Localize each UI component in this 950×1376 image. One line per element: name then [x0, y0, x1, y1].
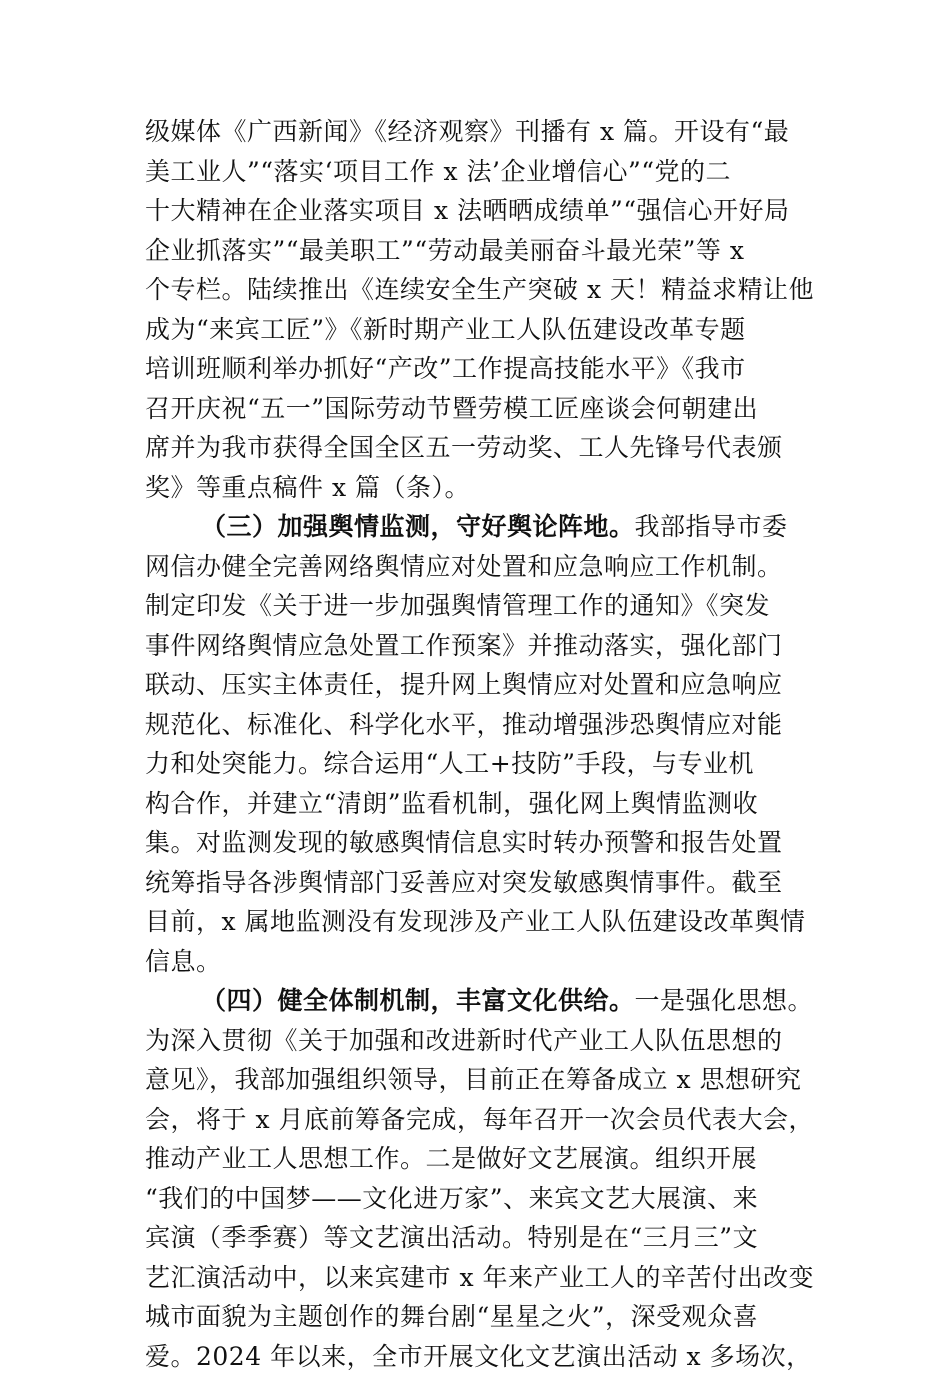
text-line	[145, 507, 815, 547]
section-heading-3: （三）加强舆情监测，守好舆论阵地。	[201, 512, 635, 541]
text-line: 爱。2024 年以来，全市开展文化文艺演出活动 x 多场次，	[145, 1337, 815, 1376]
text-line	[145, 981, 815, 1021]
text-line: 为深入贯彻《关于加强和改进新时代产业工人队伍思想的	[145, 1021, 815, 1061]
text-line: 目前，x 属地监测没有发现涉及产业工人队伍建设改革舆情	[145, 902, 815, 942]
document-body	[145, 112, 815, 1376]
text-run: 一是强化思想。	[635, 986, 814, 1015]
text-line: 奖》等重点稿件 x 篇（条）。	[145, 468, 815, 508]
text-line: 美工业人”“落实‘项目工作 x 法’企业增信心”“党的二	[145, 152, 815, 192]
text-line: 意见》，我部加强组织领导，目前正在筹备成立 x 思想研究	[145, 1060, 815, 1100]
text-line: 级媒体《广西新闻》《经济观察》刊播有 x 篇。开设有“最	[145, 112, 815, 152]
text-line: “我们的中国梦——文化进万家”、来宾文艺大展演、来	[145, 1179, 815, 1219]
text-line: 个专栏。陆续推出《连续安全生产突破 x 天！精益求精让他	[145, 270, 815, 310]
text-line: 力和处突能力。综合运用“人工+技防”手段，与专业机	[145, 744, 815, 784]
text-line: 艺汇演活动中，以来宾建市 x 年来产业工人的辛苦付出改变	[145, 1258, 815, 1298]
text-line: 推动产业工人思想工作。二是做好文艺展演。组织开展	[145, 1139, 815, 1179]
text-line: 召开庆祝“五一”国际劳动节暨劳模工匠座谈会何朝建出	[145, 389, 815, 429]
text-line: 规范化、标准化、科学化水平，推动增强涉恐舆情应对能	[145, 705, 815, 745]
text-line: 席并为我市获得全国全区五一劳动奖、工人先锋号代表颁	[145, 428, 815, 468]
section-heading-4: （四）健全体制机制，丰富文化供给。	[201, 986, 635, 1015]
text-line: 网信办健全完善网络舆情应对处置和应急响应工作机制。	[145, 547, 815, 587]
text-line: 企业抓落实”“最美职工”“劳动最美丽奋斗最光荣”等 x	[145, 231, 815, 271]
text-line: 城市面貌为主题创作的舞台剧“星星之火”，深受观众喜	[145, 1297, 815, 1337]
text-line: 集。对监测发现的敏感舆情信息实时转办预警和报告处置	[145, 823, 815, 863]
text-line: 制定印发《关于进一步加强舆情管理工作的通知》《突发	[145, 586, 815, 626]
paragraph-culture-supply	[145, 981, 815, 1376]
text-line: 事件网络舆情应急处置工作预案》并推动落实，强化部门	[145, 626, 815, 666]
paragraph-media-coverage	[145, 112, 815, 507]
text-line: 成为“来宾工匠”》《新时期产业工人队伍建设改革专题	[145, 310, 815, 350]
text-line: 信息。	[145, 942, 815, 982]
text-line: 构合作，并建立“清朗”监看机制，强化网上舆情监测收	[145, 784, 815, 824]
paragraph-public-opinion-monitoring	[145, 507, 815, 981]
text-line: 联动、压实主体责任，提升网上舆情应对处置和应急响应	[145, 665, 815, 705]
text-run: 我部指导市委	[635, 512, 788, 541]
text-line: 宾演（季季赛）等文艺演出活动。特别是在“三月三”文	[145, 1218, 815, 1258]
text-line: 会，将于 x 月底前筹备完成，每年召开一次会员代表大会，	[145, 1100, 815, 1140]
text-line: 培训班顺利举办抓好“产改”工作提高技能水平》《我市	[145, 349, 815, 389]
text-line: 十大精神在企业落实项目 x 法晒晒成绩单”“强信心开好局	[145, 191, 815, 231]
text-line: 统筹指导各涉舆情部门妥善应对突发敏感舆情事件。截至	[145, 863, 815, 903]
